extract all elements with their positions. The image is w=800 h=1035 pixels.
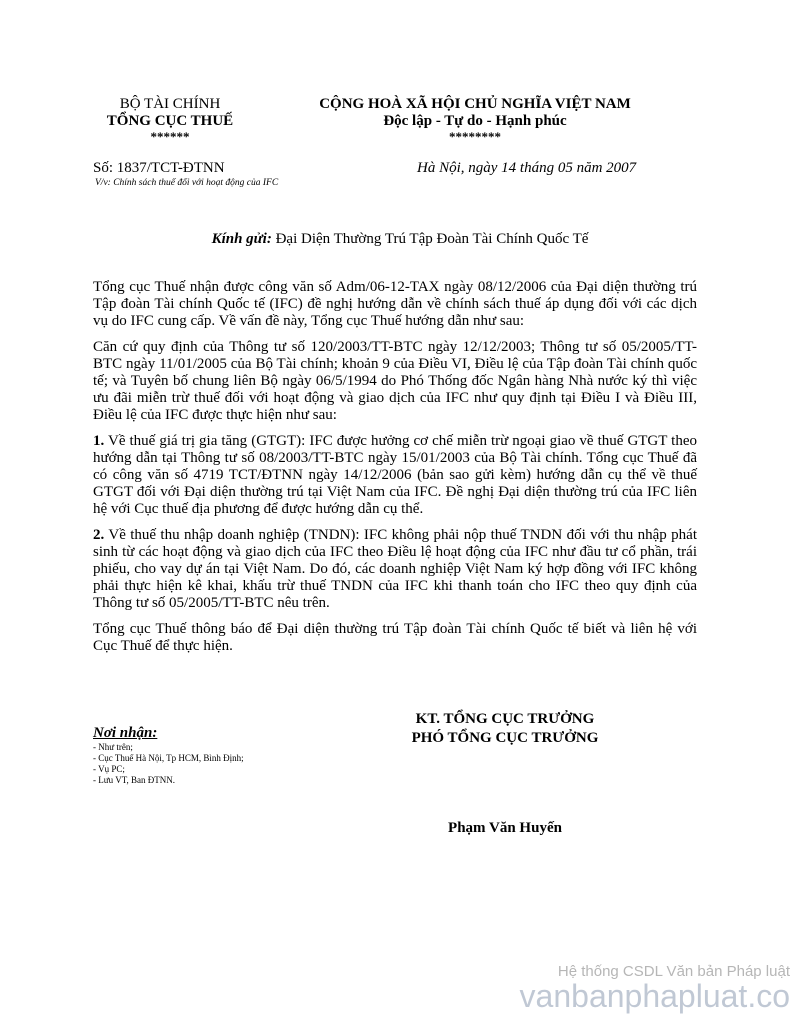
country-name: CỘNG HOÀ XÃ HỘI CHỦ NGHĨA VIỆT NAM: [319, 96, 631, 112]
recipients-list: [93, 725, 333, 786]
paragraph-legal-basis: Căn cứ quy định của Thông tư số 120/2003/TT-BTC ngày 12/12/2003; Thông tư số 05/2005/TT-BTC ngày 11/01/2005 của Bộ Tài chính; khoản 9 của Điều VI, Điều lệ của Tập đoàn Tài chính quốc tế; và Tuyên bố chung liên Bộ ngày 06/5/1994 do Phó Thống đốc Ngân hàng Nhà nước ký thì việc ưu đãi miễn trừ thuế đối với hoạt động và giao dịch của IFC như quy định tại Điều I và Điều III, Điều lệ của IFC được thực hiện như sau:: [93, 339, 697, 423]
recipient-item: - Vụ PC;: [93, 764, 125, 774]
letter-body: [93, 279, 697, 664]
watermark-site: vanbanphapluat.co: [519, 978, 790, 1014]
signature-block: [380, 710, 630, 748]
paragraph-closing: Tổng cục Thuế thông báo để Đại diện thường trú Tập đoàn Tài chính Quốc tế biết và liên hệ với Cục Thuế để thực hiện.: [93, 621, 697, 654]
recipient-item: - Cục Thuế Hà Nội, Tp HCM, Bình Định;: [93, 753, 244, 763]
recipient-name: Đại Diện Thường Trú Tập Đoàn Tài Chính Quốc Tế: [275, 231, 589, 247]
paragraph-vat: [93, 433, 697, 518]
recipient-label: Kính gửi:: [211, 231, 272, 247]
paragraph-cit: [93, 527, 697, 612]
recipient-item: - Như trên;: [93, 742, 133, 752]
recipient-line: [0, 231, 800, 248]
paragraph-vat-text: Về thuế giá trị gia tăng (GTGT): IFC được hưởng cơ chế miễn trừ ngoại giao về thuế GTGT theo hướng dẫn tại Thông tư số 08/2003/TT-BTC ngày 15/01/2003 của Bộ Tài chính. Tổng cục Thuế đã có công văn số 4719 TCT/ĐTNN ngày 14/12/2006 (bản sao gửi kèm) hướng dẫn cụ thể về thuế GTGT đối với Đại diện thường trú tại Việt Nam của IFC. Đề nghị Đại diện thường trú của IFC liên hệ với Cục thuế địa phương để được hướng dẫn cụ thể.: [93, 433, 697, 517]
watermark-caption: Hệ thống CSDL Văn bản Pháp luật: [557, 963, 790, 980]
document-subject: V/v: Chính sách thuế đối với hoạt động của IFC: [95, 178, 279, 188]
signer-title-2: PHÓ TỔNG CỤC TRƯỞNG: [411, 730, 599, 746]
agency-header: [90, 96, 250, 144]
national-motto: Độc lập - Tự do - Hạnh phúc: [383, 113, 567, 129]
paragraph-cit-number: 2.: [93, 527, 105, 543]
national-header: [305, 96, 645, 144]
paragraph-cit-text: Về thuế thu nhập doanh nghiệp (TNDN): IFC không phải nộp thuế TNDN đối với thu nhập phát sinh từ các hoạt động và giao dịch của IFC theo Điều lệ hoạt động của IFC như đầu tư cổ phần, trái phiếu, cho vay dự án tại Việt Nam. Do đó, các doanh nghiệp Việt Nam ký hợp đồng với IFC không phải thực hiện kê khai, khấu trừ thuế TNDN của IFC khi thanh toán cho IFC theo quy định của Thông tư số 05/2005/TT-BTC nêu trên.: [93, 527, 697, 611]
document-number: Số: 1837/TCT-ĐTNN: [93, 160, 225, 176]
agency-stars: ******: [150, 129, 190, 144]
department-name: TỔNG CỤC THUẾ: [106, 113, 234, 129]
document-date: Hà Nội, ngày 14 tháng 05 năm 2007: [417, 160, 637, 176]
paragraph-vat-number: 1.: [93, 433, 105, 449]
paragraph-intro: Tổng cục Thuế nhận được công văn số Adm/06-12-TAX ngày 08/12/2006 của Đại diện thường trú Tập đoàn Tài chính Quốc tế (IFC) đề nghị hướng dẫn về chính sách thuế áp dụng đối với các dịch vụ do IFC cung cấp. Về vấn đề này, Tổng cục Thuế hướng dẫn như sau:: [93, 279, 697, 329]
ministry-name: BỘ TÀI CHÍNH: [119, 96, 221, 112]
signer-name: Phạm Văn Huyến: [448, 820, 562, 836]
recipient-item: - Lưu VT, Ban ĐTNN.: [93, 775, 176, 785]
signer-title-1: KT. TỔNG CỤC TRƯỞNG: [415, 711, 595, 727]
recipients-title: Nơi nhận:: [93, 725, 158, 741]
motto-stars: ********: [449, 129, 501, 144]
